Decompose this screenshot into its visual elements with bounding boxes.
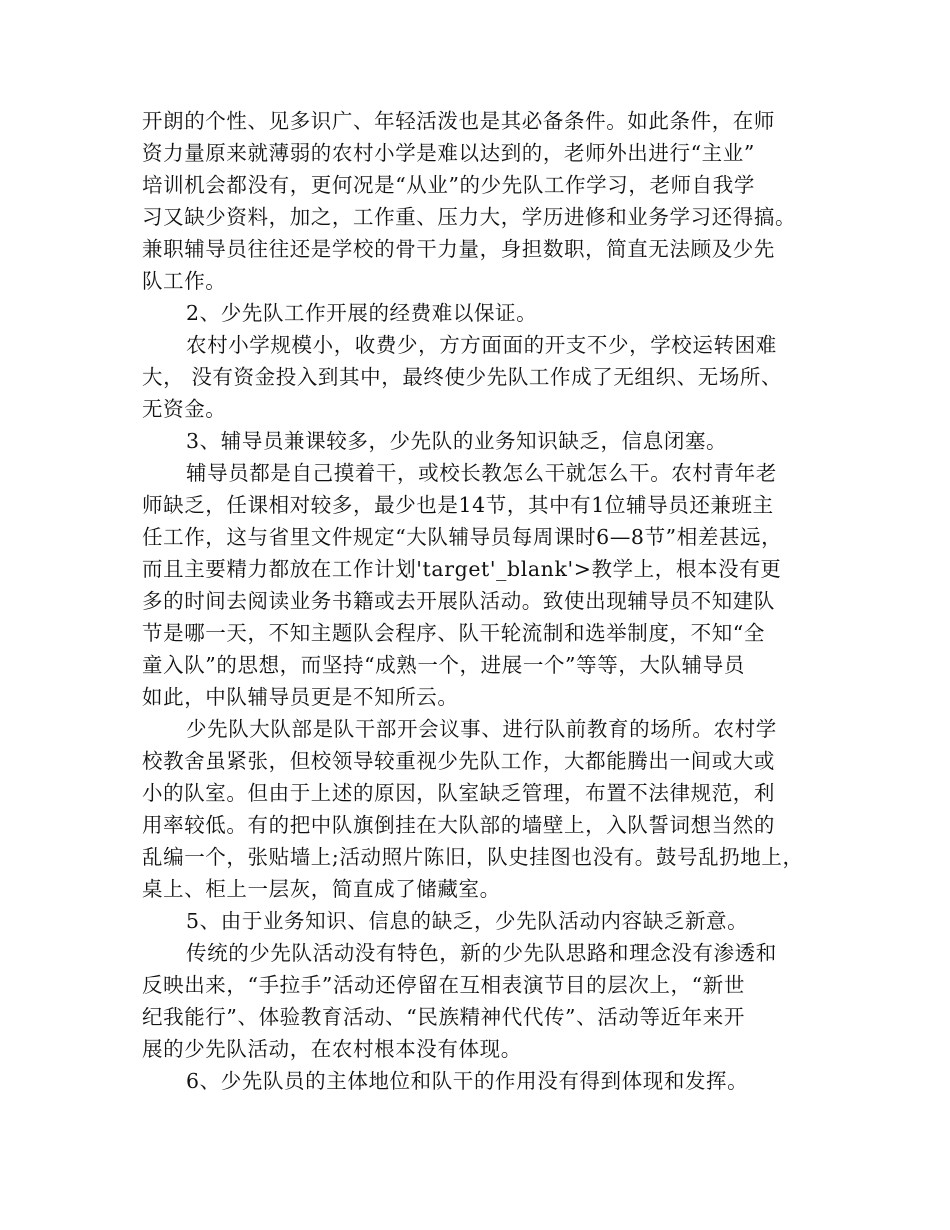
text-line: 节是哪一天，不知主题队会程序、队干轮流制和选举制度，不知“全 <box>142 621 765 645</box>
text-line: 任工作，这与省里文件规定“大队辅导员每周课时6—8节”相差甚远， <box>142 525 783 549</box>
text-line: 小的队室。但由于上述的原因，队室缺乏管理，布置不法律规范，利 <box>142 781 775 805</box>
text-line: 校教舍虽紧张，但校领导较重视少先队工作，大都能腾出一间或大或 <box>142 749 775 773</box>
text-line: 桌上、柜上一层灰，简直成了储藏室。 <box>142 877 501 901</box>
text-line: 少先队大队部是队干部开会议事、进行队前教育的场所。农村学 <box>186 717 777 741</box>
text-line: 辅导员都是自己摸着干，或校长教怎么干就怎么干。农村青年老 <box>186 461 777 485</box>
text-line: 如此，中队辅导员更是不知所云。 <box>142 685 459 709</box>
text-line: 多的时间去阅读业务书籍或去开展队活动。致使出现辅导员不知建队 <box>142 589 775 613</box>
text-line: 习又缺少资料，加之，工作重、压力大，学历进修和业务学习还得搞。 <box>142 205 797 229</box>
section-heading: 2、少先队工作开展的经费难以保证。 <box>186 301 538 325</box>
text-line: 师缺乏，任课相对较多，最少也是14节，其中有1位辅导员还兼班主 <box>142 493 774 517</box>
text-line: 队工作。 <box>142 269 227 293</box>
section-heading: 3、辅导员兼课较多，少先队的业务知识缺乏，信息闭塞。 <box>186 429 728 453</box>
section-heading: 5、由于业务知识、信息的缺乏，少先队活动内容缺乏新意。 <box>186 909 749 933</box>
text-line: 反映出来，“手拉手”活动还停留在互相表演节目的层次上，“新世 <box>142 973 745 997</box>
text-line: 展的少先队活动，在农村根本没有体现。 <box>142 1037 522 1061</box>
text-line: 纪我能行”、体验教育活动、“民族精神代代传”、活动等近年来开 <box>142 1005 745 1029</box>
text-line: 农村小学规模小，收费少，方方面面的开支不少，学校运转困难 <box>186 333 777 357</box>
text-line: 传统的少先队活动没有特色，新的少先队思路和理念没有渗透和 <box>186 941 777 965</box>
text-line: 乱编一个，张贴墙上;活动照片陈旧，队史挂图也没有。鼓号乱扔地上， <box>142 845 804 869</box>
text-line: 大， 没有资金投入到其中，最终使少先队工作成了无组织、无场所、 <box>142 365 783 389</box>
text-line: 兼职辅导员往往还是学校的骨干力量，身担数职，简直无法顾及少先 <box>142 237 775 261</box>
section-heading: 6、少先队员的主体地位和队干的作用没有得到体现和发挥。 <box>186 1069 749 1093</box>
text-line: 无资金。 <box>142 397 227 421</box>
text-line: 而且主要精力都放在工作计划'target'_blank'>教学上，根本没有更 <box>142 557 782 581</box>
text-line: 资力量原来就薄弱的农村小学是难以达到的，老师外出进行“主业” <box>142 141 755 165</box>
text-line: 童入队”的思想，而坚持“成熟一个，进展一个”等等，大队辅导员 <box>142 653 745 677</box>
text-line: 用率较低。有的把中队旗倒挂在大队部的墙壁上，入队誓词想当然的 <box>142 813 775 837</box>
text-line: 开朗的个性、见多识广、年轻活泼也是其必备条件。如此条件，在师 <box>142 109 775 133</box>
text-line: 培训机会都没有，更何况是“从业”的少先队工作学习，老师自我学 <box>142 173 755 197</box>
